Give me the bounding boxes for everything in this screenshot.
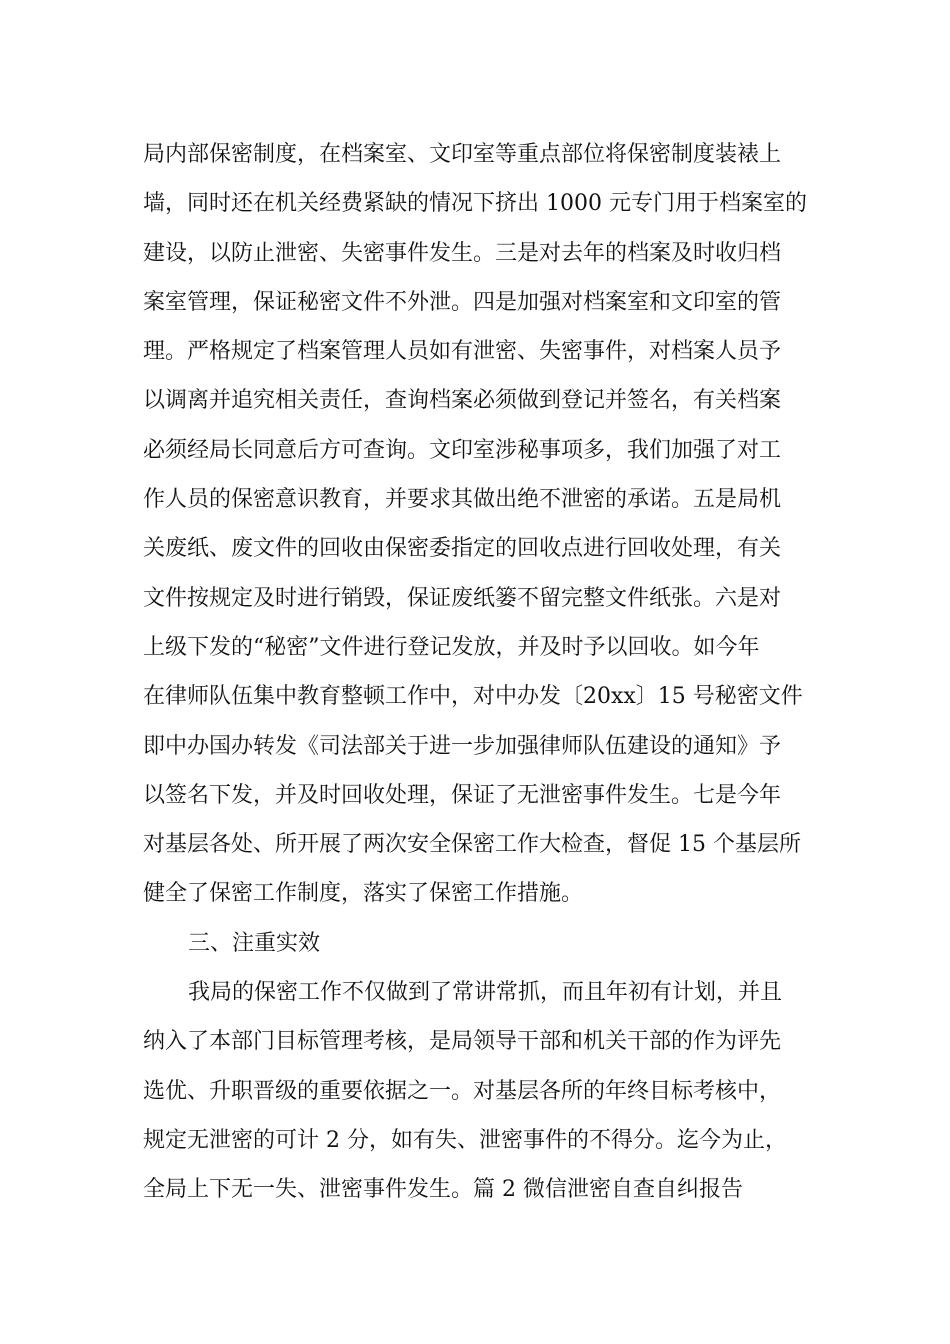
text-line: 我局的保密工作不仅做到了常讲常抓，而且年初有计划，并且 [188,980,783,1006]
text-line: 文件按规定及时进行销毁，保证废纸篓不留完整文件纸张。六是对 [143,585,782,611]
text-line: 案室管理，保证秘密文件不外泄。四是加强对档案室和文印室的管 [143,289,782,315]
text-line: 对基层各处、所开展了两次安全保密工作大检查，督促 15 个基层所 [143,832,801,858]
text-line: 理。严格规定了档案管理人员如有泄密、失密事件，对档案人员予 [143,339,782,365]
text-line: 以签名下发，并及时回收处理，保证了无泄密事件发生。七是今年 [143,782,782,808]
text-line: 作人员的保密意识教育，并要求其做出绝不泄密的承诺。五是局机 [143,487,782,513]
text-line: 全局上下无一失、泄密事件发生。篇 2 微信泄密自查自纠报告 [143,1177,743,1203]
text-line: 以调离并追究相关责任，查询档案必须做到登记并签名，有关档案 [143,388,782,414]
text-line: 纳入了本部门目标管理考核，是局领导干部和机关干部的作为评先 [143,1029,782,1055]
text-line: 选优、升职晋级的重要依据之一。对基层各所的年终目标考核中， [143,1078,782,1104]
text-line: 规定无泄密的可计 2 分，如有失、泄密事件的不得分。迄今为止， [143,1127,787,1153]
text-line: 上级下发的“秘密”文件进行登记发放，并及时予以回收。如今年 [143,634,760,660]
section-heading: 三、注重实效 [188,930,321,956]
text-line: 关废纸、废文件的回收由保密委指定的回收点进行回收处理，有关 [143,536,782,562]
text-line: 即中办国办转发《司法部关于进一步加强律师队伍建设的通知》予 [143,733,782,759]
text-line: 必须经局长同意后方可查询。文印室涉秘事项多，我们加强了对工 [143,437,782,463]
document-body [143,130,813,1215]
text-line: 健全了保密工作制度，落实了保密工作措施。 [143,881,584,907]
text-line: 在律师队伍集中教育整顿工作中，对中办发〔20xx〕15 号秘密文件 [143,684,803,710]
text-line: 墙，同时还在机关经费紧缺的情况下挤出 1000 元专门用于档案室的 [143,191,807,217]
text-line: 局内部保密制度，在档案室、文印室等重点部位将保密制度装裱上 [143,142,782,167]
text-line: 建设，以防止泄密、失密事件发生。三是对去年的档案及时收归档 [143,240,782,266]
